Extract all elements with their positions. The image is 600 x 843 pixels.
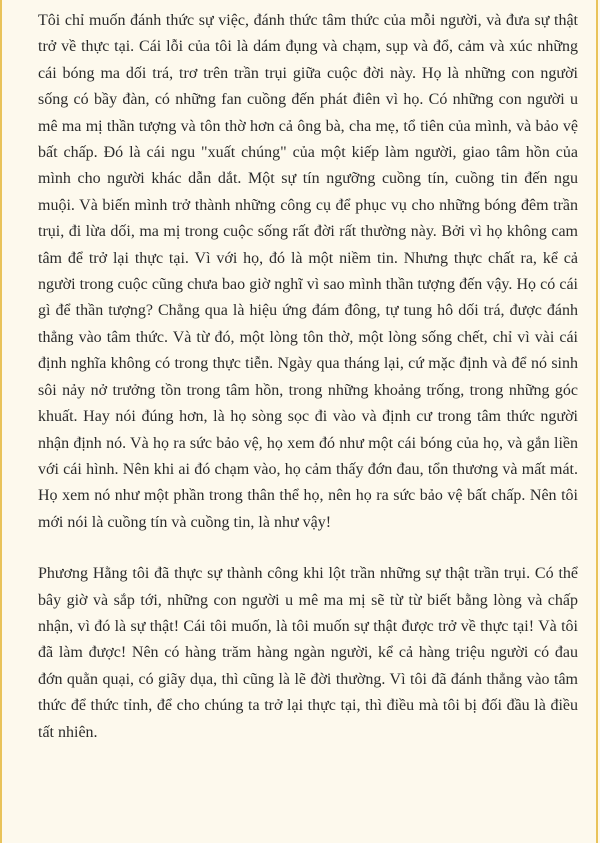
article-body [38,8,578,746]
paragraph-2: Phương Hằng tôi đã thực sự thành công khi lột trần những sự thật trần trụi. Có thể bây giờ và sắp tới, những con người u mê ma mị sẽ từ từ biết bằng lòng và chấp nhận, vì đó là sự thật! Cái tôi muốn, là tôi muốn sự thật được trở về thực tại! Và tôi đã làm được! Nên có hàng trăm hàng ngàn người, kể cả hàng triệu người có đau đớn quằn quại, có giãy dụa, thì cũng là lẽ đời thường. Vì tôi đã đánh thẳng vào tâm thức để thức tỉnh, để cho chúng ta trở lại thực tại, thì điều mà tôi bị đối đầu là điều tất nhiên. [38,565,578,741]
paragraph-1: Tôi chỉ muốn đánh thức sự việc, đánh thức tâm thức của mỗi người, và đưa sự thật trở về thực tại. Cái lỗi của tôi là dám đụng và chạm, sụp và đổ, cảm và xúc những cái bóng ma dối trá, trơ trên trần trụi giữa cuộc đời này. Họ là những con người sống có bầy đàn, có những fan cuồng đến phát điên vì họ. Có những con người u mê ma mị thần tượng và tôn thờ hơn cả ông bà, cha mẹ, tổ tiên của mình, và bảo vệ bất chấp. Đó là cái ngu "xuất chúng" của một kiếp làm người, giao tâm hồn của mình cho người khác dẫn dắt. Một sự tín ngưỡng cuồng tín, cuồng tin đến ngu muội. Và biến mình trở thành những công cụ để phục vụ cho những bóng đêm trần trụi, đi lừa dối, ma mị trong cuộc sống rất đời rất thường này. Bởi vì họ không cam tâm để trở lại thực tại. Vì với họ, đó là một niềm tin. Nhưng thực chất ra, kể cả người trong cuộc cũng chưa bao giờ nghĩ vì sao mình thần tượng đến vậy. Họ có cái gì để thần tượng? Chẳng qua là hiệu ứng đám đông, tự tung hô dối trá, được đánh thẳng vào tâm thức. Và từ đó, một lòng tôn thờ, một lòng sống chết, chỉ vì vài cái định nghĩa không có trong thực tiễn. Ngày qua tháng lại, cứ mặc định và để nó sinh sôi nảy nở trưởng tồn trong tâm hồn, trong những khoảng trống, trong những góc khuất. Hay nói đúng hơn, là họ sòng sọc đi vào và định cư trong tâm thức người nhận định nó. Và họ ra sức bảo vệ, họ xem đó như một cái bóng của họ, và gắn liền với cái hình. Nên khi ai đó chạm vào, họ cảm thấy đớn đau, tổn thương và mất mát. Họ xem nó như một phần trong thân thể họ, nên họ ra sức bảo vệ bất chấp. Nên tôi mới nói là cuồng tín và cuồng tin, là như vậy! [38,12,578,531]
